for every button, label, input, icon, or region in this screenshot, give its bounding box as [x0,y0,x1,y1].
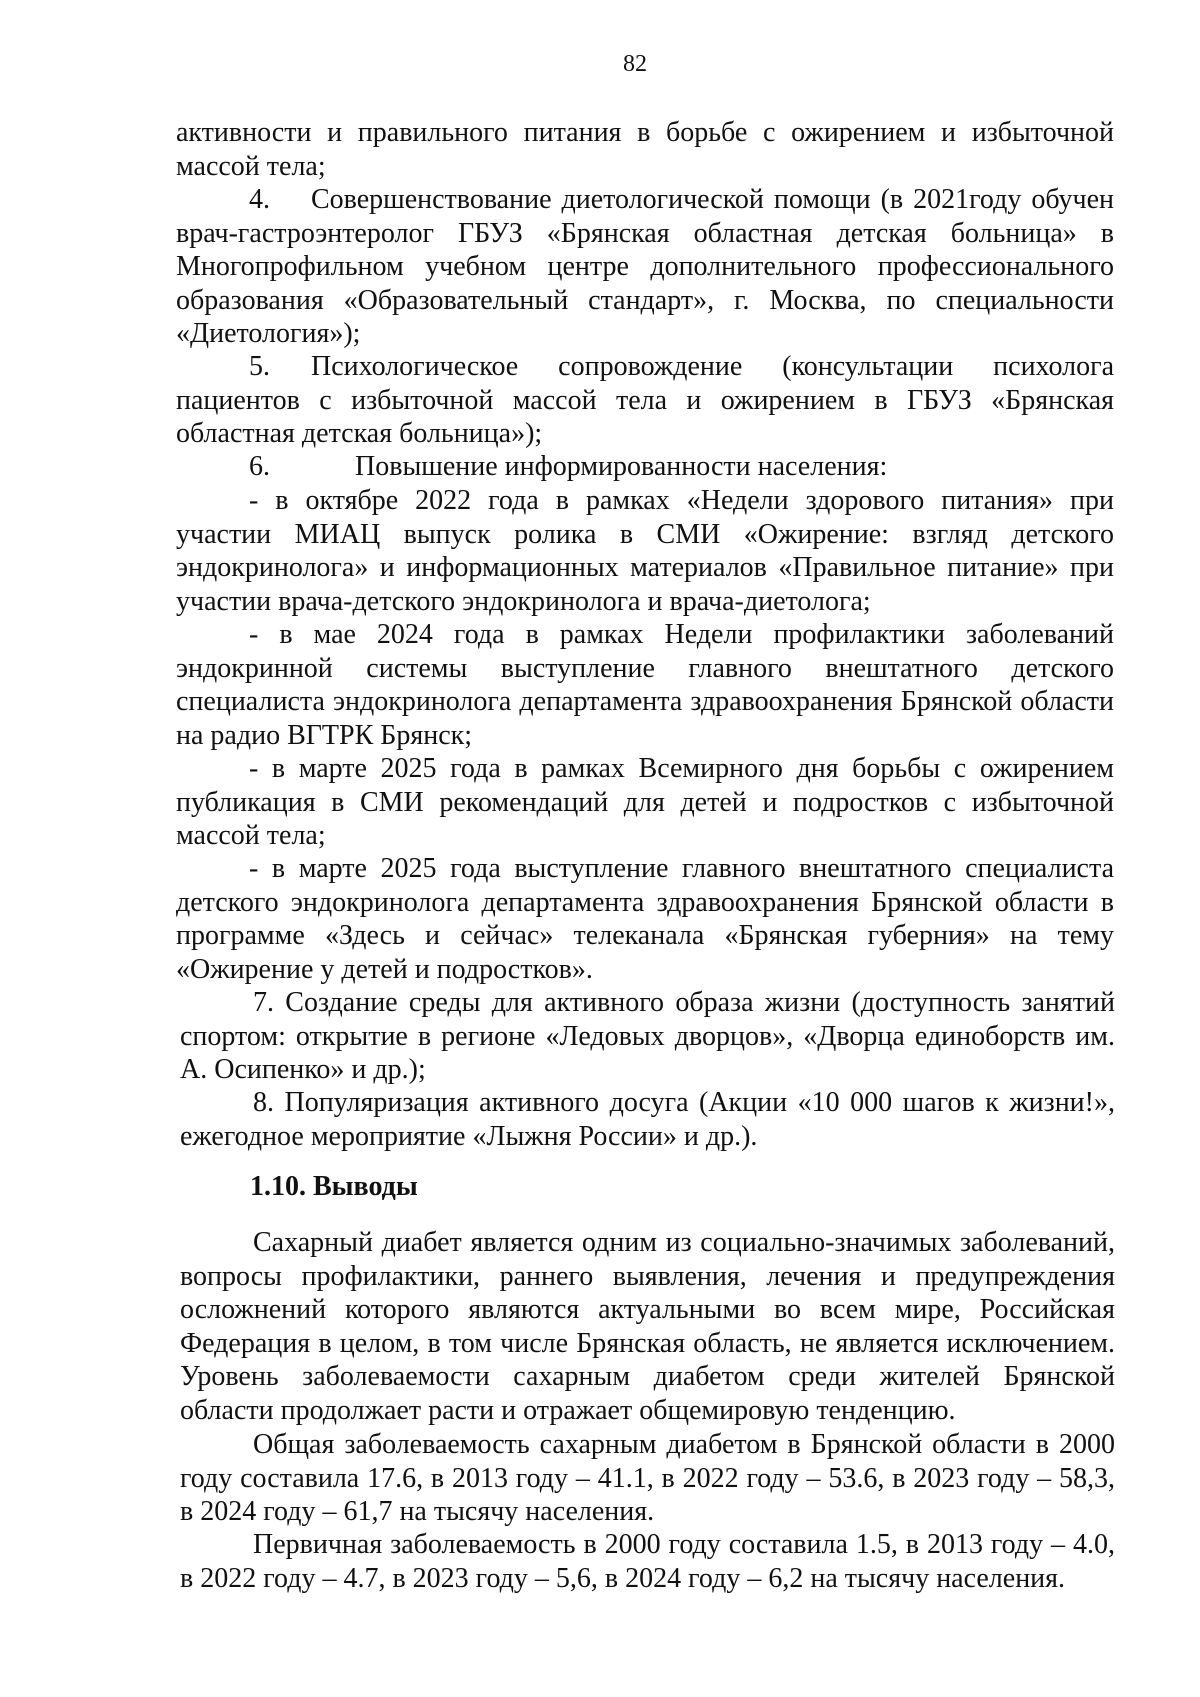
conclusion-paragraph: Общая заболеваемость сахарным диабетом в Брянской области в 2000 году составила 17.6, в 2013 году – 41.1, в 2022 году – 53.6, в 2023 году – 58,3, в 2024 году – 61,7 на тысячу населения. [180,1429,1115,1528]
list-item-4 [176,183,1114,351]
list-text: Совершенствование диетологической помощи (в 2021году обучен врач-гастроэнтеролог ГБУЗ «Брянская областная детская больница» в Многопрофильном учебном центре дополнительного профессионального образования «Образовательный стандарт», г. Москва, по специальности «Диетология»); [176,184,1114,350]
list-number: 6. [249,451,270,482]
conclusion-paragraph: Сахарный диабет является одним из социально-значимых заболеваний, вопросы профилактики, раннего выявления, лечения и предупреждения осложнений которого являются актуальными во всем мире, Российская Федерация в целом, в том числе Брянская область, не является исключением. Уровень заболеваемости сахарным диабетом среди жителей Брянской области продолжает расти и отражает общемировую тенденцию. [180,1227,1115,1426]
bullet-item: - в октябре 2022 года в рамках «Недели здорового питания» при участии МИАЦ выпуск ролика в СМИ «Ожирение: взгляд детского эндокринолога» и информационных материалов «Правильное питание» при участии врача-детского эндокринолога и врача-диетолога; [176,485,1114,617]
list-text: Психологическое сопровождение (консультации психолога пациентов с избыточной массой тела и ожирением в ГБУЗ «Брянская областная детская больница»); [176,351,1114,450]
list-item-5 [176,350,1114,451]
list-item-6 [176,450,1114,484]
list-number: 5. [249,351,270,382]
bullet-item: - в марте 2025 года выступление главного внештатного специалиста детского эндокринолога департамента здравоохранения Брянской области в программе «Здесь и сейчас» телеканала «Брянская губерния» на тему «Ожирение у детей и подростков». [176,853,1114,985]
page-number: 82 [623,51,647,77]
bullet-item: - в марте 2025 года в рамках Всемирного дня борьбы с ожирением публикация в СМИ рекомендаций для детей и подростков с избыточной массой тела; [176,753,1114,852]
conclusion-paragraph: Первичная заболеваемость в 2000 году составила 1.5, в 2013 году – 4.0, в 2022 году – 4.7, в 2023 году – 5,6, в 2024 году – 6,2 на тысячу населения. [180,1529,1115,1594]
list-number: 4. [249,184,270,215]
list-item-8: 8. Популяризация активного досуга (Акции «10 000 шагов к жизни!», ежегодное мероприятие «Лыжня России» и др.). [180,1087,1115,1152]
bullet-item: - в мае 2024 года в рамках Недели профилактики заболеваний эндокринной системы выступление главного внештатного детского специалиста эндокринолога департамента здравоохранения Брянской области на радио ВГТРК Брянск; [176,619,1114,751]
section-heading: 1.10. Выводы [250,1171,418,1202]
list-text: Повышение информированности населения: [355,451,888,482]
list-item-7: 7. Создание среды для активного образа жизни (доступность занятий спортом: открытие в регионе «Ледовых дворцов», «Дворца единоборств им. А. Осипенко» и др.); [180,987,1115,1086]
paragraph-continuation: активности и правильного питания в борьбе с ожирением и избыточной массой тела; [176,117,1114,182]
